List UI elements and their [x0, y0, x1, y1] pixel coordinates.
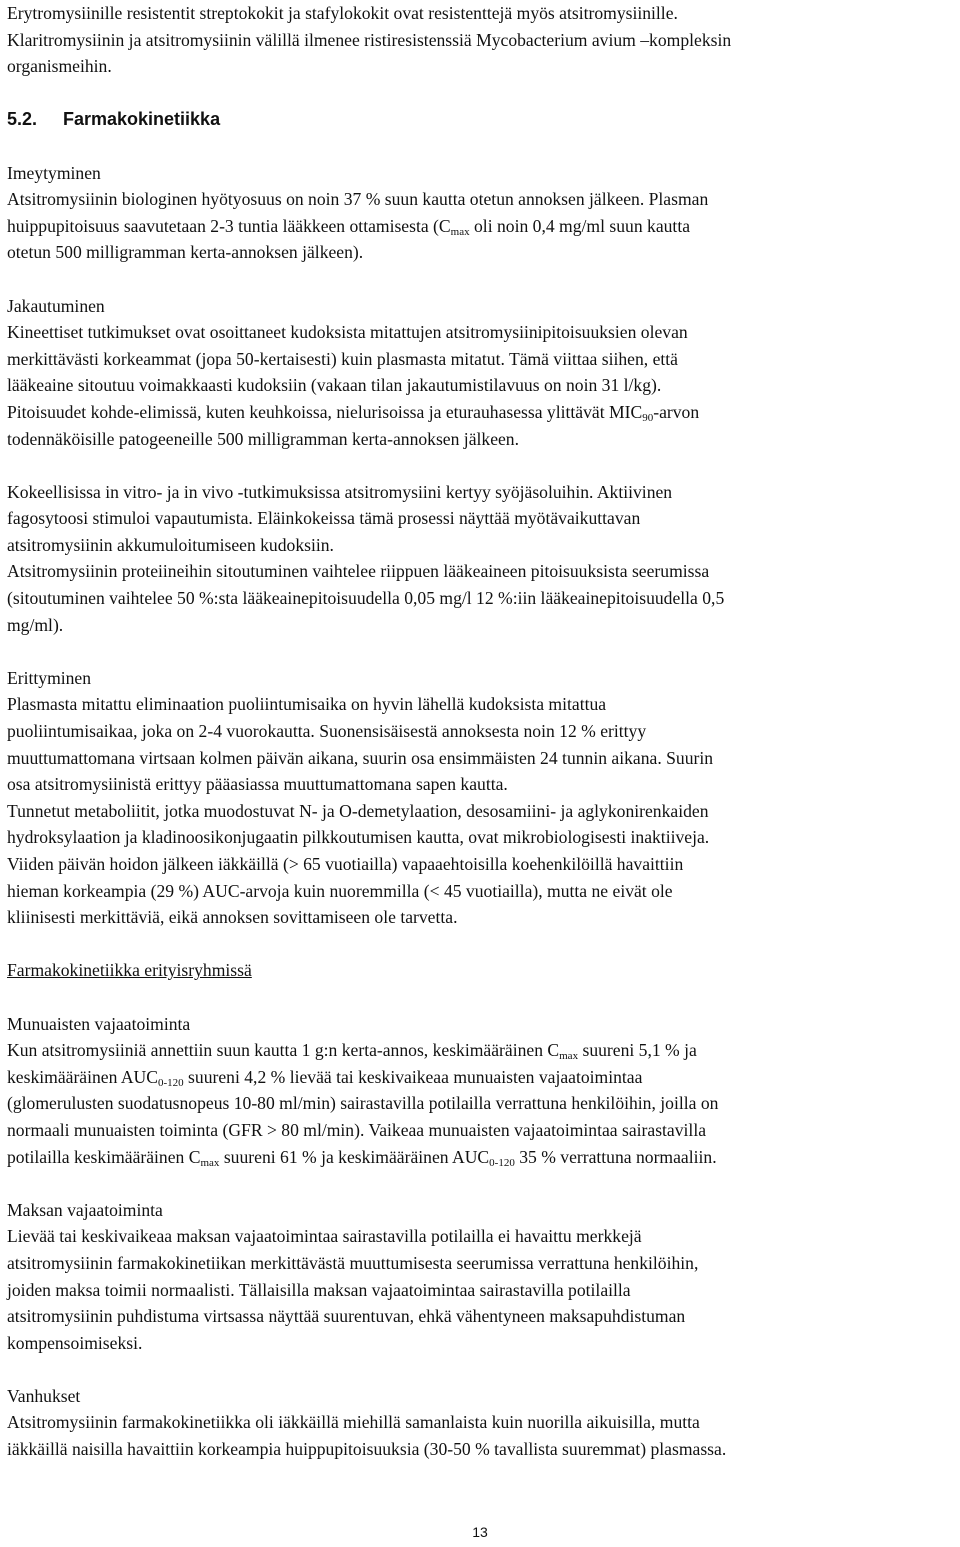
subsection-heading: Erittyminen: [7, 667, 92, 688]
page-number: 13: [472, 1524, 488, 1540]
kokeellisissa-paragraph: [7, 479, 952, 639]
document-page: [7, 0, 952, 1463]
text-line: kliinisesti merkittäviä, eikä annoksen sovittamiseen ole tarvetta.: [7, 907, 458, 928]
text-line: (glomerulusten suodatusnopeus 10-80 ml/min) sairastavilla potilailla verrattuna henkilöihin, joilla on: [7, 1093, 719, 1114]
text-line: Pitoisuudet kohde-elimissä, kuten keuhkoissa, nielurisoissa ja eturauhasessa ylittävät $MIC_{90}$-arvon: [7, 401, 700, 424]
maksa-section: [7, 1197, 952, 1357]
erittyminen-section: [7, 665, 952, 931]
subsection-heading: Vanhukset: [7, 1385, 81, 1406]
text-line: iäkkäillä naisilla havaittiin korkeampia huippupitoisuuksia (30-50 % tavallista suuremmat) plasmassa.: [7, 1439, 727, 1460]
text-line: Atsitromysiinin proteiineihin sitoutuminen vaihtelee riippuen lääkeaineen pitoisuuksista seerumissa: [7, 561, 710, 582]
section-title: Farmakokinetiikka: [63, 109, 221, 130]
text-line: otetun 500 milligramman kerta-annoksen jälkeen).: [7, 242, 364, 263]
intro-paragraph: [7, 0, 952, 80]
subsection-heading: Munuaisten vajaatoiminta: [7, 1013, 191, 1034]
text-line: Kineettiset tutkimukset ovat osoittaneet kudoksista mitattujen atsitromysiinipitoisuuksien olevan: [7, 322, 688, 343]
text-line: joiden maksa toimii normaalisti. Tällaisilla maksan vajaatoimintaa sairastavilla potilailla: [7, 1279, 631, 1300]
text-line: huippupitoisuus saavutetaan 2-3 tuntia lääkkeen ottamisesta ($C_{max}$ oli noin 0,4 mg/ml suun kautta: [7, 215, 691, 238]
text-line: Tunnetut metaboliitit, jotka muodostuvat N- ja O-demetylaation, desosamiini- ja aglykonirenkaiden: [7, 800, 709, 821]
subsection-heading: Imeytyminen: [7, 162, 101, 183]
section-number: 5.2.: [7, 109, 38, 130]
text-line: osa atsitromysiinistä erittyy pääasiassa muuttumattomana sapen kautta.: [7, 774, 508, 795]
text-line: Atsitromysiinin farmakokinetiikka oli iäkkäillä miehillä samanlaista kuin nuorilla aikuisilla, mutta: [7, 1412, 700, 1433]
text-line: merkittävästi korkeammat (jopa 50-kertaisesti) kuin plasmasta mitatut. Tämä viittaa siihen, että: [7, 348, 678, 369]
text-line: atsitromysiinin farmakokinetiikan merkittävästä muuttumisesta seerumissa verrattuna henkilöihin,: [7, 1252, 699, 1273]
text-line: atsitromysiinin puhdistuma virtsassa näyttää suurentuvan, ehkä vähentyneen maksapuhdistuman: [7, 1306, 686, 1327]
subsection-heading: Maksan vajaatoiminta: [7, 1199, 163, 1220]
subsection-heading: Jakautuminen: [7, 295, 105, 316]
imeytyminen-section: [7, 160, 952, 266]
text-line: Erytromysiinille resistentit streptokokit ja stafylokokit ovat resistenttejä myös atsitromysiinille.: [7, 3, 678, 23]
text-line: Kun atsitromysiiniä annettiin suun kautta 1 g:n kerta-annos, keskimääräinen $C_{max}$ suureni 5,1 % ja: [7, 1040, 697, 1063]
text-line: fagosytoosi stimuloi vapautumista. Eläinkokeissa tämä prosessi näyttää myötävaikuttavan: [7, 508, 641, 529]
text-line: muuttumattomana virtsaan kolmen päivän aikana, suurin osa ensimmäisten 24 tunnin aikana. Suurin: [7, 747, 714, 768]
text-line: (sitoutuminen vaihtelee 50 %:sta lääkeainepitoisuudella 0,05 mg/l 12 %:iin lääkeainepitoisuudella 0,5: [7, 588, 725, 609]
text-line: todennäköisille patogeeneille 500 milligramman kerta-annoksen jälkeen.: [7, 428, 520, 449]
text-line: atsitromysiinin akkumuloitumiseen kudoksiin.: [7, 534, 334, 555]
section-heading: [7, 106, 952, 133]
text-line: organismeihin.: [7, 56, 112, 77]
text-line: potilailla keskimääräinen $C_{max}$ suureni 61 % ja keskimääräinen $AUC_{0-120}$ 35 % verrattuna normaaliin.: [7, 1146, 717, 1169]
text-line: Kokeellisissa in vitro- ja in vivo -tutkimuksissa atsitromysiini kertyy syöjäsoluihin. Aktiivinen: [7, 481, 673, 502]
text-line: hieman korkeampia (29 %) AUC-arvoja kuin nuoremmilla (< 45 vuotiailla), mutta ne eivät ole: [7, 880, 673, 901]
text-line: Plasmasta mitattu eliminaation puoliintumisaika on hyvin lähellä kudoksista mitattua: [7, 694, 607, 715]
text-line: Atsitromysiinin biologinen hyötyosuus on noin 37 % suun kautta otetun annoksen jälkeen. Plasman: [7, 189, 709, 210]
text-line: normaali munuaisten toiminta (GFR > 80 ml/min). Vaikeaa munuaisten vajaatoimintaa sairastavilla: [7, 1119, 707, 1140]
vanhukset-section: [7, 1383, 952, 1463]
text-line: lääkeaine sitoutuu voimakkaasti kudoksiin (vakaan tilan jakautumistilavuus on noin 31 l/kg).: [7, 375, 662, 396]
special-groups-heading: Farmakokinetiikka erityisryhmissä: [7, 960, 252, 981]
munuaiset-section: [7, 1011, 952, 1171]
text-line: puoliintumisaikaa, joka on 2-4 vuorokautta. Suonensisäisestä annoksesta noin 12 % erittyy: [7, 721, 647, 742]
text-line: Viiden päivän hoidon jälkeen iäkkäillä (> 65 vuotiailla) vapaaehtoisilla koehenkilöillä havaittiin: [7, 854, 684, 874]
text-line: Lievää tai keskivaikeaa maksan vajaatoimintaa sairastavilla potilailla ei havaittu merkkejä: [7, 1226, 642, 1247]
jakautuminen-section: [7, 293, 952, 453]
text-line: keskimääräinen $AUC_{0-120}$ suureni 4,2 % lievää tai keskivaikeaa munuaisten vajaatoimintaa: [7, 1066, 643, 1089]
text-line: kompensoimiseksi.: [7, 1332, 143, 1353]
text-line: mg/ml).: [7, 614, 64, 635]
text-line: hydroksylaation ja kladinoosikonjugaatin pilkkoutumisen kautta, ovat mikrobiologisesti inaktiiveja.: [7, 827, 710, 848]
text-line: Klaritromysiinin ja atsitromysiinin välillä ilmenee ristiresistenssiä Mycobacterium avium –kompleksin: [7, 29, 732, 50]
